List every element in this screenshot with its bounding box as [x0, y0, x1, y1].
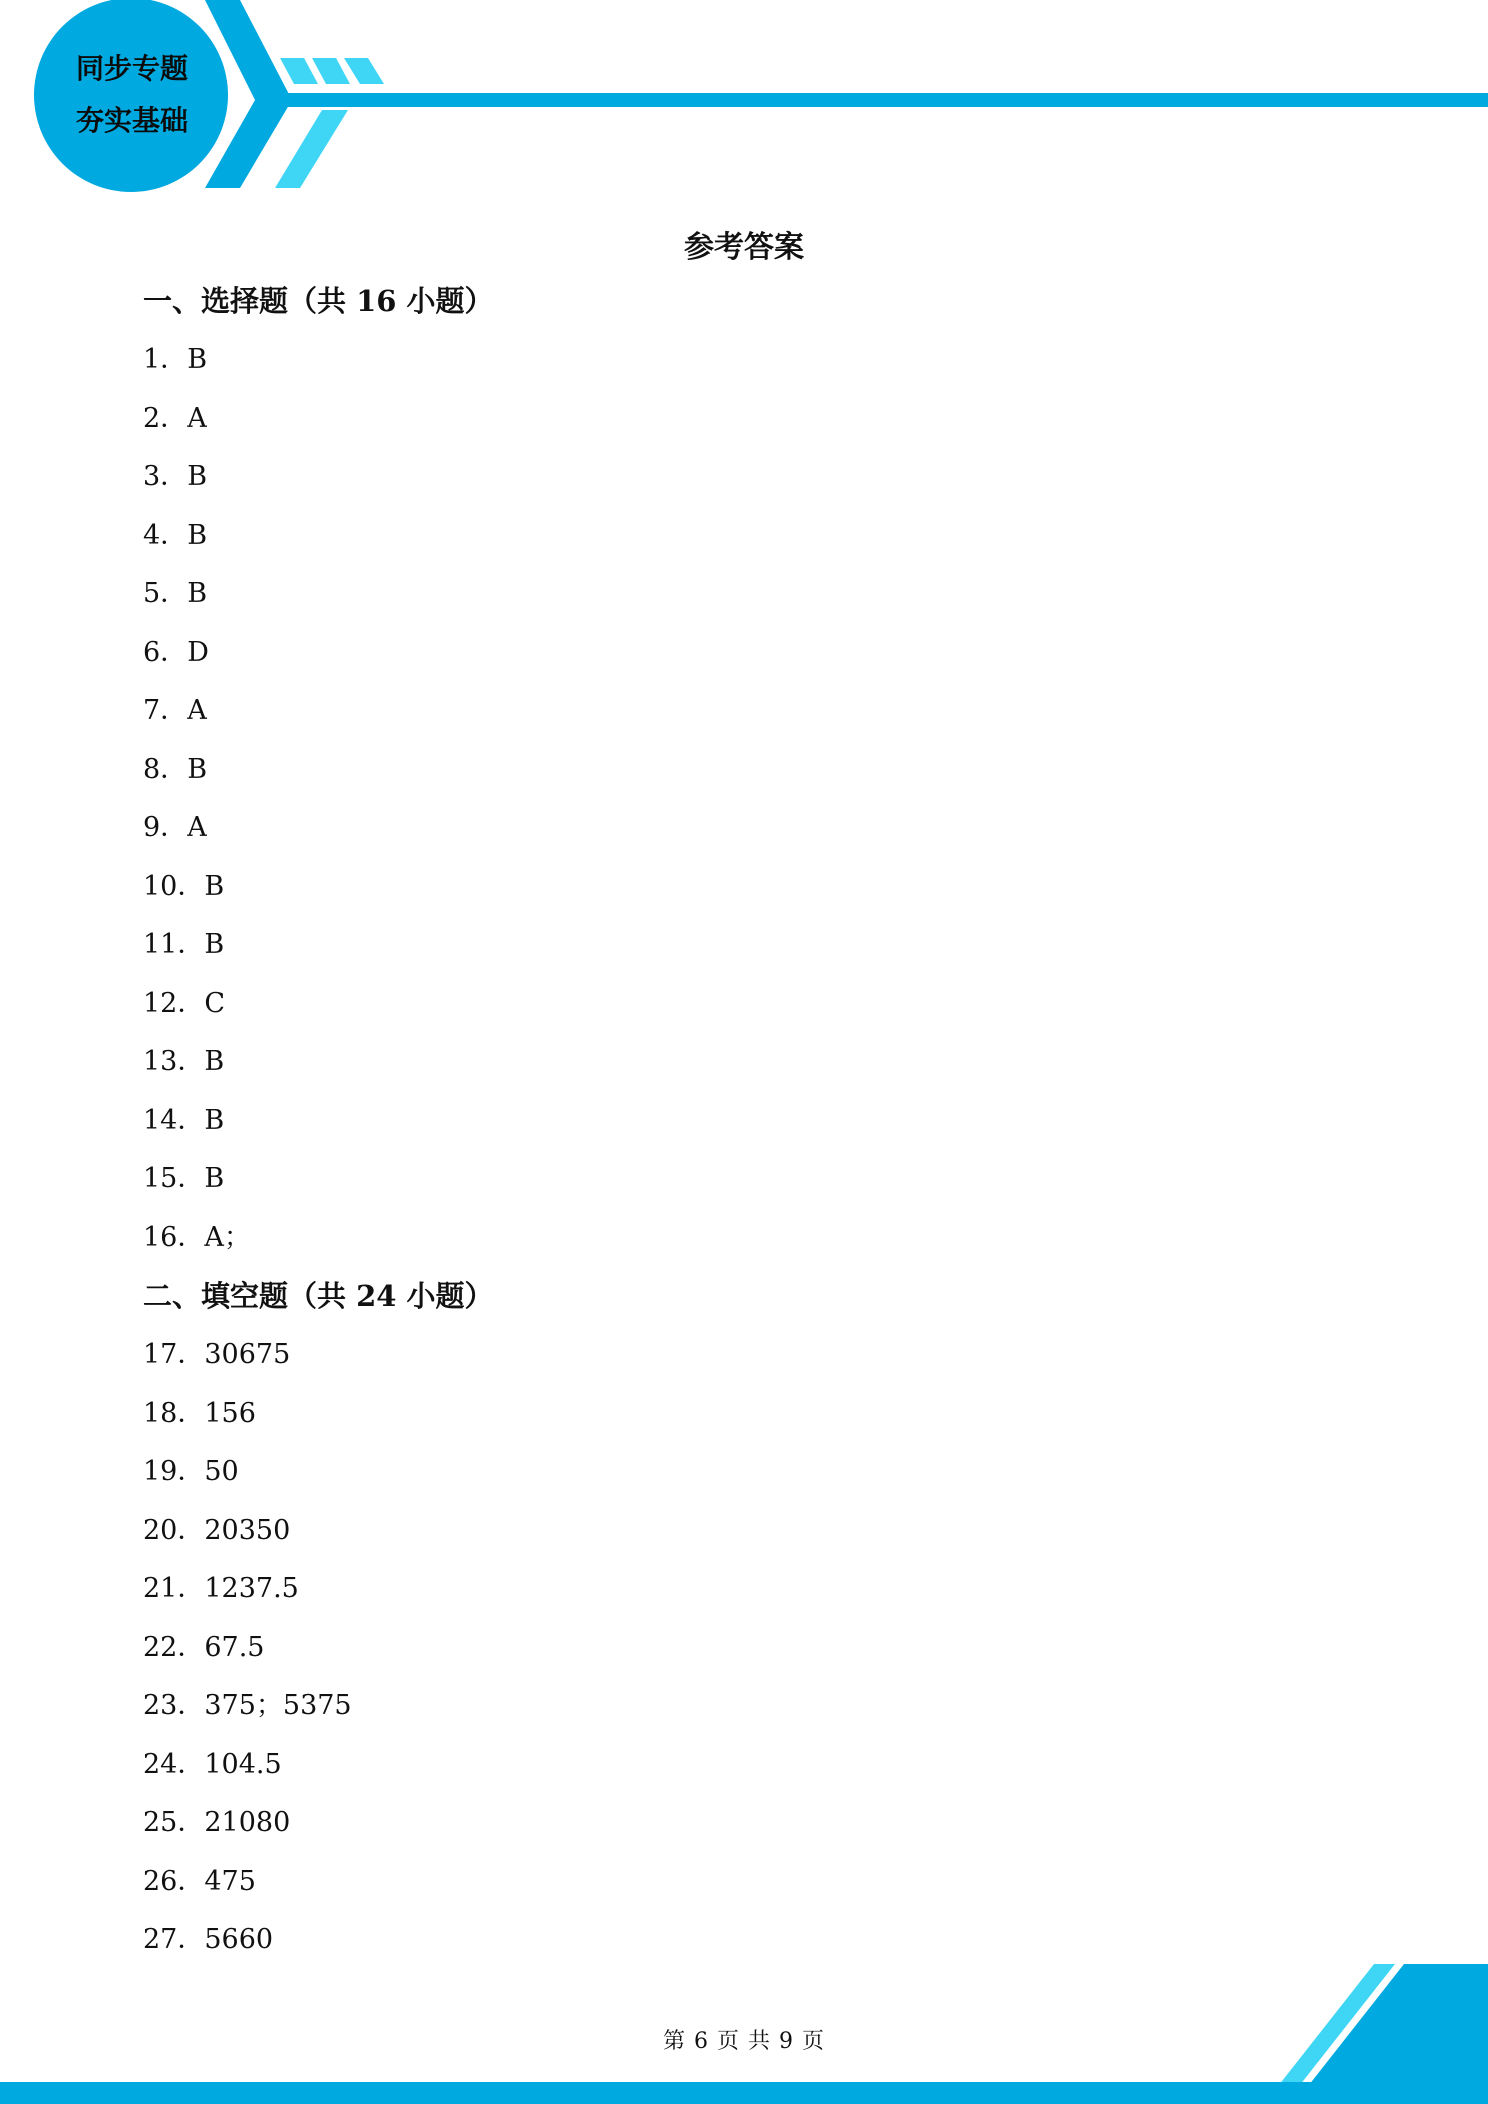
- answer-number: 9．: [143, 812, 188, 843]
- answer-row: [143, 1630, 264, 1666]
- answer-number: 17．: [143, 1339, 205, 1370]
- answer-number: 21．: [143, 1573, 205, 1604]
- answer-row: [143, 869, 224, 905]
- answer-row: [143, 1220, 251, 1256]
- answer-value: 104.5: [204, 1749, 282, 1780]
- answer-value: B: [187, 520, 208, 551]
- answer-number: 19．: [143, 1456, 205, 1487]
- answer-value: B: [204, 1163, 225, 1194]
- badge-line-1: 同步专题: [75, 52, 188, 85]
- header-badge: [36, 2, 228, 188]
- answer-number: 25．: [143, 1807, 205, 1838]
- header-stripe-1: [280, 58, 318, 84]
- answer-row: [143, 1513, 290, 1549]
- answer-number: 12．: [143, 988, 205, 1019]
- answer-number: 5．: [143, 578, 188, 609]
- answer-value: 156: [204, 1398, 256, 1429]
- page-number: 第 6 页 共 9 页: [663, 2029, 825, 2054]
- answer-value: 1237.5: [204, 1573, 299, 1604]
- answer-value: B: [204, 1046, 225, 1077]
- answer-row: [143, 1864, 256, 1900]
- answer-number: 1．: [143, 344, 188, 375]
- header-stripe-3: [344, 58, 384, 84]
- answer-row: [143, 635, 209, 671]
- answer-value: A: [187, 695, 207, 726]
- answer-row: [143, 576, 207, 612]
- answer-value: A；: [204, 1222, 251, 1253]
- answer-value: B: [187, 754, 208, 785]
- answer-row: [143, 401, 207, 437]
- badge-line-2: 夯实基础: [75, 104, 188, 137]
- answer-value: B: [204, 871, 225, 902]
- answer-row: [143, 1747, 282, 1783]
- answer-row: [143, 1103, 224, 1139]
- answer-row: [143, 986, 225, 1022]
- answer-number: 3．: [143, 461, 188, 492]
- answer-number: 7．: [143, 695, 188, 726]
- answer-row: [143, 810, 207, 846]
- header-chevron-light: [275, 110, 348, 188]
- answer-number: 26．: [143, 1866, 205, 1897]
- answer-number: 23．: [143, 1690, 205, 1721]
- answer-value: B: [204, 1105, 225, 1136]
- page-title: 参考答案: [684, 230, 804, 265]
- answer-row: [143, 1044, 224, 1080]
- answer-row: [143, 1805, 290, 1841]
- answer-row: [143, 342, 207, 378]
- answer-number: 20．: [143, 1515, 205, 1546]
- answer-number: 10．: [143, 871, 205, 902]
- answer-number: 14．: [143, 1105, 205, 1136]
- answer-row: [143, 1337, 290, 1373]
- answer-value: B: [187, 461, 208, 492]
- answer-value: 67.5: [204, 1632, 265, 1663]
- answer-row: [143, 459, 207, 495]
- answer-row: [143, 927, 224, 963]
- answer-row: [143, 752, 207, 788]
- answer-value: C: [204, 988, 226, 1019]
- answer-number: 11．: [143, 929, 205, 960]
- answer-value: 5660: [204, 1924, 274, 1955]
- answer-number: 4．: [143, 520, 188, 551]
- answer-number: 22．: [143, 1632, 205, 1663]
- answer-number: 27．: [143, 1924, 205, 1955]
- answer-number: 6．: [143, 637, 188, 668]
- answer-number: 16．: [143, 1222, 205, 1253]
- answer-number: 2．: [143, 403, 188, 434]
- answer-number: 13．: [143, 1046, 205, 1077]
- answer-row: [143, 1396, 256, 1432]
- answer-value: 375；5375: [204, 1690, 352, 1721]
- answer-number: 24．: [143, 1749, 205, 1780]
- answer-value: D: [187, 637, 209, 668]
- header-stripe-2: [312, 58, 350, 84]
- answer-value: 21080: [204, 1807, 291, 1838]
- answer-number: 15．: [143, 1163, 205, 1194]
- answer-number: 8．: [143, 754, 188, 785]
- answer-value: 20350: [204, 1515, 291, 1546]
- answer-value: 30675: [204, 1339, 291, 1370]
- answer-row: [143, 693, 207, 729]
- answer-row: [143, 518, 207, 554]
- footer-bar: [0, 2082, 1488, 2104]
- answer-value: B: [187, 578, 208, 609]
- answer-row: [143, 1688, 352, 1724]
- answer-value: 50: [204, 1456, 239, 1487]
- answer-value: A: [187, 812, 207, 843]
- answer-number: 18．: [143, 1398, 205, 1429]
- answer-value: A: [187, 403, 207, 434]
- answer-value: B: [187, 344, 208, 375]
- answer-row: [143, 1161, 224, 1197]
- answer-row: [143, 1571, 299, 1607]
- section-heading-fill: 二、填空题（共 24 小题）: [143, 1279, 494, 1313]
- section-heading-choice: 一、选择题（共 16 小题）: [143, 284, 494, 318]
- header-bar: [275, 93, 1488, 107]
- answer-value: 475: [204, 1866, 256, 1897]
- answer-row: [143, 1454, 239, 1490]
- answer-value: B: [204, 929, 225, 960]
